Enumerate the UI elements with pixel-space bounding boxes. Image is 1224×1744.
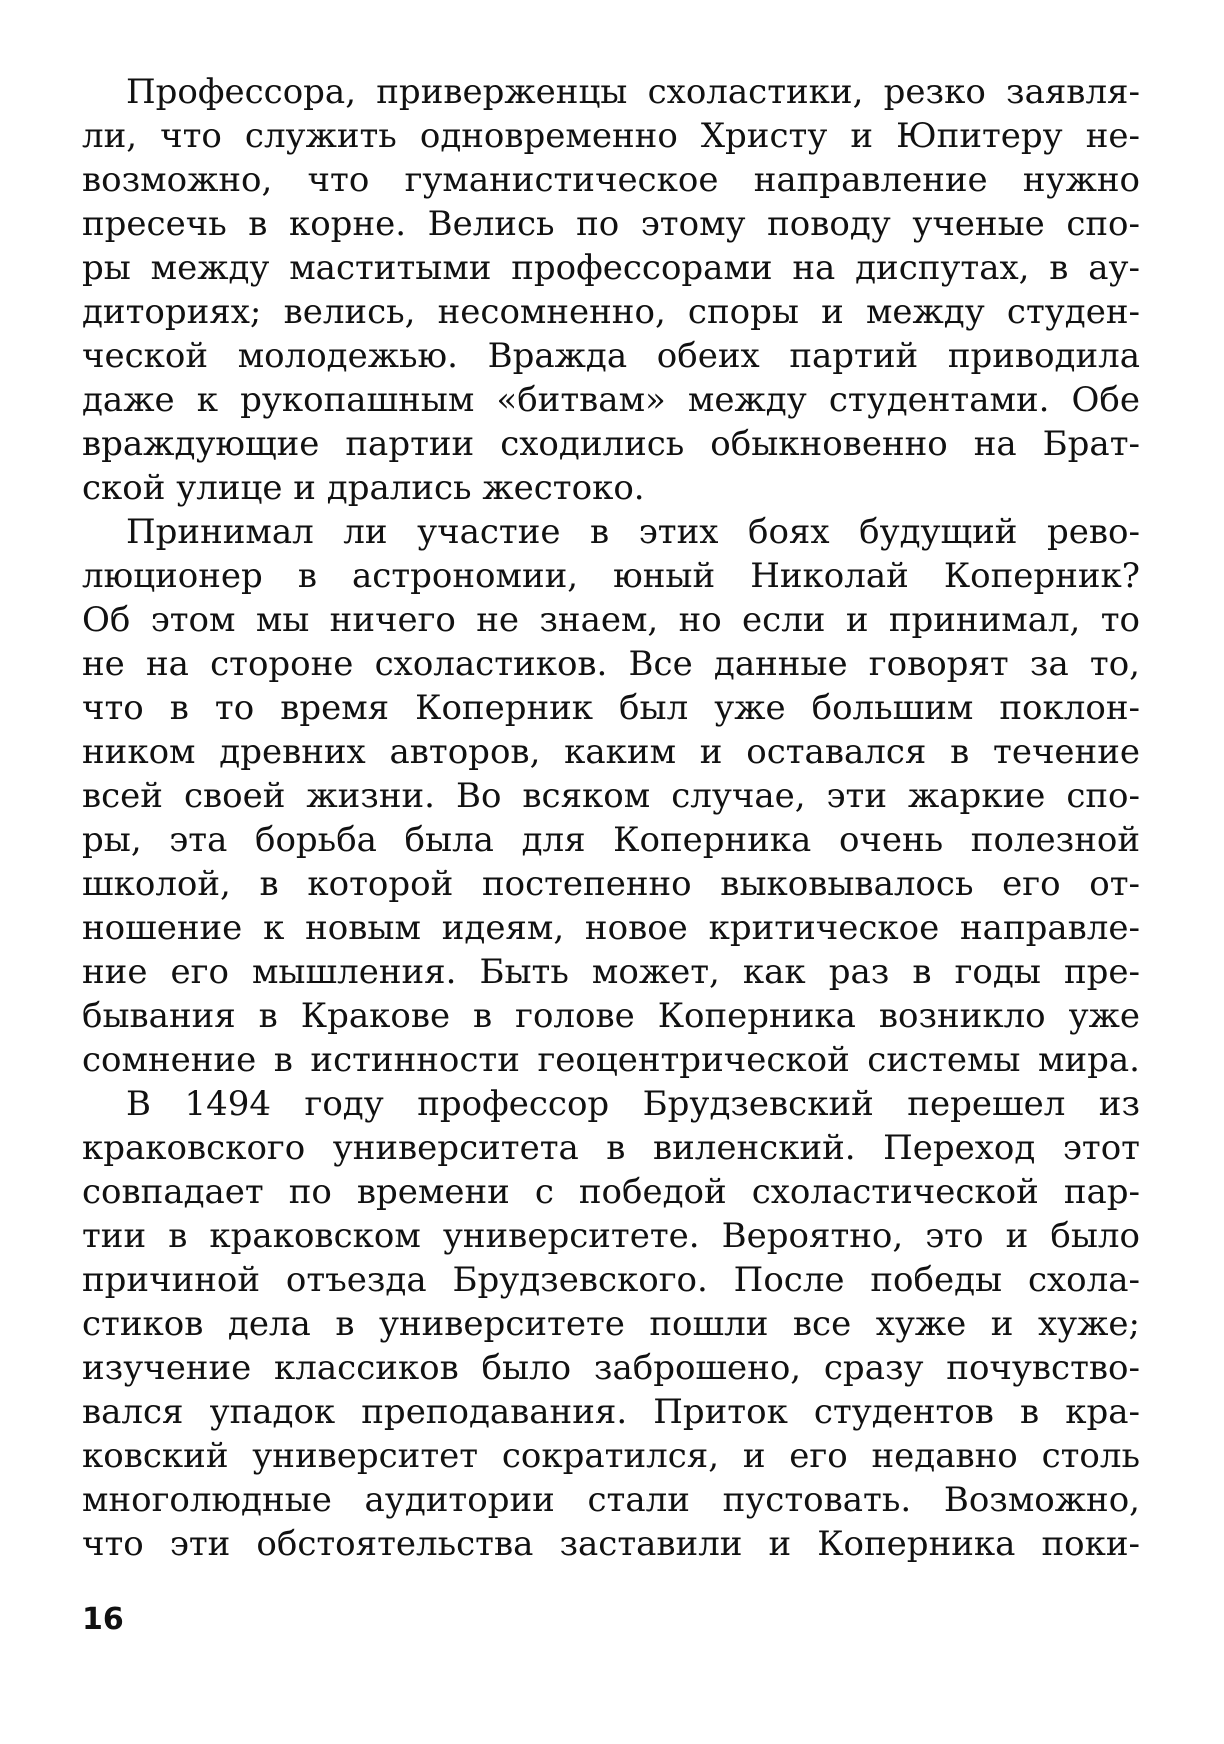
- text-line: враждующие партии сходились обыкновенно на Брат-: [82, 424, 1140, 464]
- body-text: [82, 70, 1140, 1566]
- text-line: всей своей жизни. Во всяком случае, эти жаркие спо-: [82, 776, 1140, 816]
- text-line: ником древних авторов, каким и оставался в течение: [82, 732, 1140, 772]
- text-line: сомнение в истинности геоцентрической системы мира.: [82, 1040, 1140, 1080]
- text-line: изучение классиков было заброшено, сразу почувство-: [82, 1348, 1140, 1388]
- text-line: что в то время Коперник был уже большим поклон-: [82, 688, 1140, 728]
- text-line: ческой молодежью. Вражда обеих партий приводила: [82, 336, 1140, 376]
- text-line: совпадает по времени с победой схоластической пар-: [82, 1172, 1140, 1212]
- text-line: не на стороне схоластиков. Все данные говорят за то,: [82, 644, 1140, 684]
- text-line: ской улице и дрались жестоко.: [82, 468, 645, 508]
- text-line: что эти обстоятельства заставили и Коперника поки-: [82, 1524, 1140, 1564]
- text-line: ры между маститыми профессорами на диспутах, в ау-: [82, 248, 1140, 288]
- text-line: пресечь в корне. Велись по этому поводу ученые спо-: [82, 204, 1140, 244]
- text-line: многолюдные аудитории стали пустовать. Возможно,: [82, 1480, 1140, 1520]
- text-line: стиков дела в университете пошли все хуже и хуже;: [82, 1304, 1140, 1344]
- text-line: тии в краковском университете. Вероятно, это и было: [82, 1216, 1140, 1256]
- paragraph-1: [82, 70, 1140, 510]
- paragraph-3: [82, 1082, 1140, 1566]
- text-line: ние его мышления. Быть может, как раз в годы пре-: [82, 952, 1140, 992]
- text-line: возможно, что гуманистическое направление нужно: [82, 160, 1140, 200]
- text-line: Об этом мы ничего не знаем, но если и принимал, то: [82, 600, 1140, 640]
- text-line: Принимал ли участие в этих боях будущий рево-: [126, 512, 1140, 552]
- page-number: 16: [82, 1602, 124, 1637]
- text-line: ношение к новым идеям, новое критическое направле-: [82, 908, 1140, 948]
- text-line: школой, в которой постепенно выковывалось его от-: [82, 864, 1140, 904]
- text-line: вался упадок преподавания. Приток студентов в кра-: [82, 1392, 1140, 1432]
- text-line: диториях; велись, несомненно, споры и между студен-: [82, 292, 1140, 332]
- text-line: Профессора, приверженцы схоластики, резко заявля-: [126, 72, 1140, 112]
- text-line: люционер в астрономии, юный Николай Коперник?: [82, 556, 1140, 596]
- paragraph-2: [82, 510, 1140, 1082]
- text-line: ры, эта борьба была для Коперника очень полезной: [82, 820, 1140, 860]
- text-line: В 1494 году профессор Брудзевский перешел из: [126, 1084, 1140, 1124]
- text-line: краковского университета в виленский. Переход этот: [82, 1128, 1140, 1168]
- text-line: даже к рукопашным «битвам» между студентами. Обе: [82, 380, 1140, 420]
- text-line: ковский университет сократился, и его недавно столь: [82, 1436, 1140, 1476]
- text-line: бывания в Кракове в голове Коперника возникло уже: [82, 996, 1140, 1036]
- text-line: ли, что служить одновременно Христу и Юпитеру не-: [82, 116, 1140, 156]
- text-line: причиной отъезда Брудзевского. После победы схола-: [82, 1260, 1140, 1300]
